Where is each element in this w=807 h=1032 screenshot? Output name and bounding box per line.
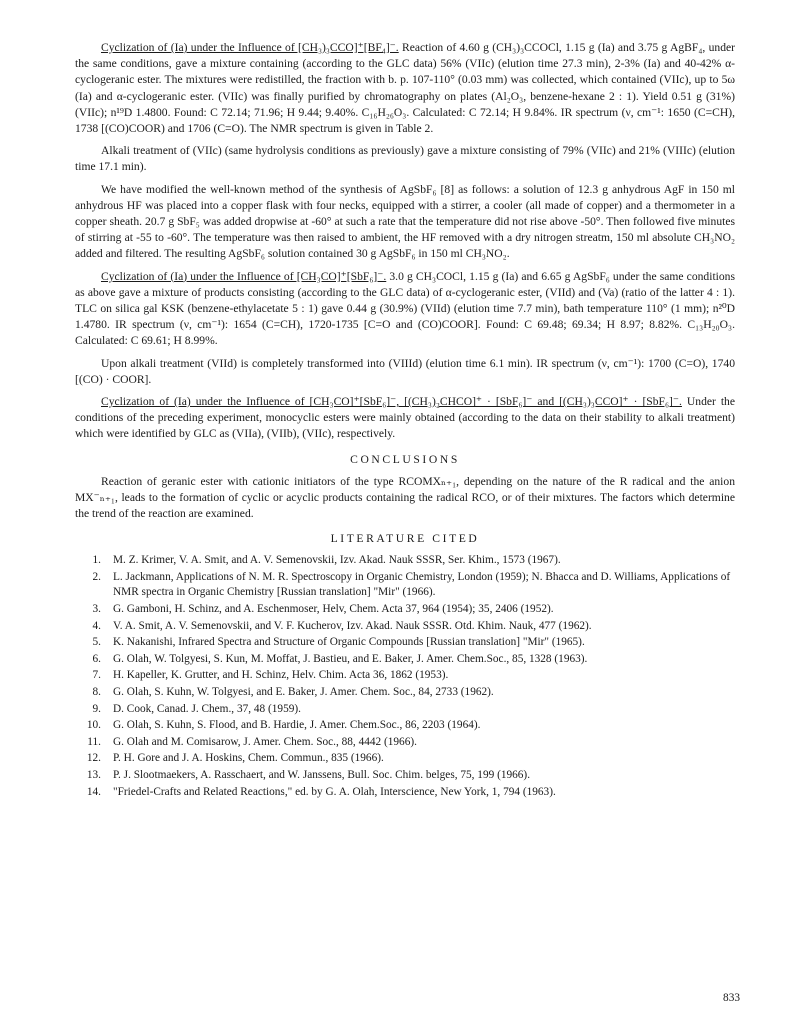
reference-text: K. Nakanishi, Infrared Spectra and Structure of Organic Compounds [Russian translation] "Mir" (1965). <box>113 636 585 649</box>
reference-list <box>75 553 735 800</box>
reference-number: 5. <box>92 636 101 649</box>
reference-item <box>75 619 735 635</box>
reference-text: P. H. Gore and J. A. Hoskins, Chem. Commun., 835 (1966). <box>113 752 384 765</box>
reference-text: G. Olah, S. Kuhn, S. Flood, and B. Hardie, J. Amer. Chem.Soc., 86, 2203 (1964). <box>113 719 481 732</box>
reference-text: V. A. Smit, A. V. Semenovskii, and V. F. Kucherov, Izv. Akad. Nauk SSSR. Otd. Khim. Nauk, 477 (1962). <box>113 619 592 632</box>
reference-number: 12. <box>86 752 101 765</box>
reference-number: 6. <box>92 652 101 665</box>
reference-number: 1. <box>92 554 101 567</box>
reference-text: H. Kapeller, K. Grutter, and H. Schinz, Helv. Chim. Acta 36, 1862 (1953). <box>113 669 449 682</box>
reference-number: 3. <box>92 603 101 616</box>
paragraph-text: Reaction of 4.60 g (CH₃)₃CCOCl, 1.15 g (Ia) and 3.75 g AgBF₄, under the same conditions, gave a mixture containing (according to the GLC data) 56% (VIIc) (elution time 27.3 min), 2-3% (Ia) and 40-42% α-cyclogeranic ester. The mixtures were redistilled, the fraction with b. p. 107-110° (0.03 mm) was collected, which contained (VIIc), up to 5ω (Ia) and α-cyclogeranic ester. (VIIc) was finally purified by chromatography on plates (Al₂O₃, benzene-hexane 2 : 1). Yield 0.51 g (31%) (VIIc); n¹⁹D 1.4800. Found: C 72.14; 71.96; H 9.44; 9.40%. C₁₆H₂₆O₃. Calculated: C 72.14; H 9.84%. IR spectrum (ν, cm⁻¹: 1650 (C=CH), 1738 [(CO)COOR) and 1706 (C=O). The NMR spectrum is given in Table 2. <box>75 41 735 136</box>
reference-number: 2. <box>92 570 101 583</box>
reference-number: 10. <box>86 719 101 732</box>
reference-item <box>75 635 735 651</box>
reference-text: P. J. Slootmaekers, A. Rasschaert, and W. Janssens, Bull. Soc. Chim. belges, 75, 199 (1966). <box>113 769 531 781</box>
paragraph-text: We have modified the well-known method of the synthesis of AgSbF₆ [8] as follows: a solution of 12.3 g anhydrous AgF in 150 ml anhydrous HF was placed into a copper flask with four necks, equipped with a stirrer, a cooler (all made of copper) and a thermometer in a copper sheath. 20.7 g SbF₅ was added dropwise at -60° at such a rate that the temperature did not rise above -50°. Then followed five minutes of stirring at -55 to -60°. The temperature was then raised to ambient, the HF removed with a dry nitrogen streatm, 150 ml absolute CH₃NO₂ added and filtered. The resulting AgSbF₆ solution contained 30 g AgSbF₆ in 150 ml CH₃NO₂. <box>75 182 735 261</box>
paragraph-text: Under the conditions of the preceding experiment, monocyclic esters were mainly obtained (according to the data on their stability to alkali treatment) which were identified by GLC as (VIIa), (VIIb), (VIIc), respectively. <box>75 395 735 441</box>
reference-text: D. Cook, Canad. J. Chem., 37, 48 (1959). <box>113 702 301 715</box>
paragraph-cyclization-sbf6 <box>75 269 735 350</box>
reference-text: G. Olah, S. Kuhn, W. Tolgyesi, and E. Baker, J. Amer. Chem. Soc., 84, 2733 (1962). <box>113 686 494 699</box>
reference-item <box>75 553 735 569</box>
reference-item <box>75 768 735 784</box>
reference-number: 8. <box>92 686 101 699</box>
reference-text: M. Z. Krimer, V. A. Smit, and A. V. Semenovskii, Izv. Akad. Nauk SSSR, Ser. Khim., 1573 (1967). <box>113 554 561 567</box>
paragraph-alkali-treatment-viic <box>75 143 735 175</box>
section-runin-title: Cyclization of (Ia) under the Influence of [CH₃CO]⁺[SbF₆]⁻, [(CH₃)₂CHCO]⁺ · [SbF₆]⁻ and [(CH₃)₃CCO]⁺ · [SbF₆]⁻. <box>101 395 682 409</box>
reference-number: 14. <box>86 785 101 798</box>
reference-number: 7. <box>92 669 101 682</box>
reference-text: L. Jackmann, Applications of N. M. R. Spectroscopy in Organic Chemistry, London (1959); N. Bhacca and D. Williams, Applications of NMR spectra in Organic Chemistry [Russian translation] "Mir" (1966). <box>113 570 731 599</box>
reference-item <box>75 652 735 668</box>
section-runin-title: Cyclization of (Ia) under the Influence of [CH₃)₃CCO]⁺[BF₄]⁻. <box>101 41 399 54</box>
paragraph-cyclization-mixed <box>75 394 735 443</box>
paragraph-text: Alkali treatment of (VIIc) (same hydrolysis conditions as previously) gave a mixture consisting of 79% (VIIc) and 21% (VIIIc) (elution time 17.1 min). <box>75 144 735 174</box>
paragraph-alkali-treatment-viid <box>75 356 735 388</box>
page-number: 833 <box>723 992 740 1004</box>
paragraph-text: Upon alkali treatment (VIId) is completely transformed into (VIIId) (elution time 6.1 min). IR spectrum (ν, cm⁻¹): 1700 (C=O), 1740 [(CO) · COOR]. <box>75 356 735 386</box>
reference-item <box>75 751 735 767</box>
reference-number: 9. <box>92 702 101 715</box>
literature-heading: LITERATURE CITED <box>330 532 480 546</box>
section-runin-title: Cyclization of (Ia) under the Influence of [CH₃CO]⁺[SbF₆]⁻. <box>101 269 387 283</box>
conclusions-text: Reaction of geranic ester with cationic initiators of the type RCOMXₙ₊₁, depending on the nature of the R radical and the anion MX⁻ₙ₊₁, leads to the formation of cyclic or acyclic products containing the radical RCO, or of their mixtures. The factors which determine the trend of the reaction are examined. <box>75 474 735 521</box>
reference-item <box>75 685 735 701</box>
reference-text: G. Gamboni, H. Schinz, and A. Eschenmoser, Helv, Chem. Acta 37, 964 (1954); 35, 2406 (1952). <box>113 603 554 616</box>
reference-item <box>75 570 735 601</box>
paragraph-text: 3.0 g CH₃COCl, 1.15 g (Ia) and 6.65 g AgSbF₆ under the same conditions as above gave a mixture of products consisting (according to the GLC data) of α-cyclogeranic ester, (VIId) and (Va) (ratio of the latter 4 : 1). TLC on silica gal KSK (benzene-ethylacetate 5 : 1) gave 0.44 g (30.9%) (VIId) (elution time 7.7 min), bath temperature 110° (1 mm); n²⁰D 1.4780. IR spectrum (ν, cm⁻¹): 1654 (C=CH), 1720-1735 [C=O and (CO)COOR]. Found: C 69.48; 69.34; H 8.97; 8.82%. C₁₃H₂₀O₃. Calculated: C 69.61; H 8.99%. <box>75 269 735 348</box>
reference-number: 11. <box>87 735 101 748</box>
reference-number: 4. <box>92 619 101 632</box>
reference-item <box>75 718 735 734</box>
reference-text: "Friedel-Crafts and Related Reactions," ed. by G. A. Olah, Interscience, New York, 1, 794 (1963). <box>113 785 556 798</box>
reference-number: 13. <box>86 769 101 781</box>
reference-item <box>75 785 735 801</box>
conclusions-heading: CONCLUSIONS <box>350 452 460 466</box>
reference-text: G. Olah and M. Comisarow, J. Amer. Chem. Soc., 88, 4442 (1966). <box>113 735 417 748</box>
paragraph-cyclization-bf4 <box>75 40 735 137</box>
reference-item <box>75 702 735 718</box>
reference-text: G. Olah, W. Tolgyesi, S. Kun, M. Moffat, J. Bastieu, and E. Baker, J. Amer. Chem.Soc., 85, 1328 (1963). <box>113 652 588 665</box>
paragraph-agsbf6-synthesis <box>75 182 735 263</box>
reference-item <box>75 668 735 684</box>
paper-page <box>75 40 735 801</box>
reference-item <box>75 735 735 751</box>
reference-item <box>75 602 735 618</box>
